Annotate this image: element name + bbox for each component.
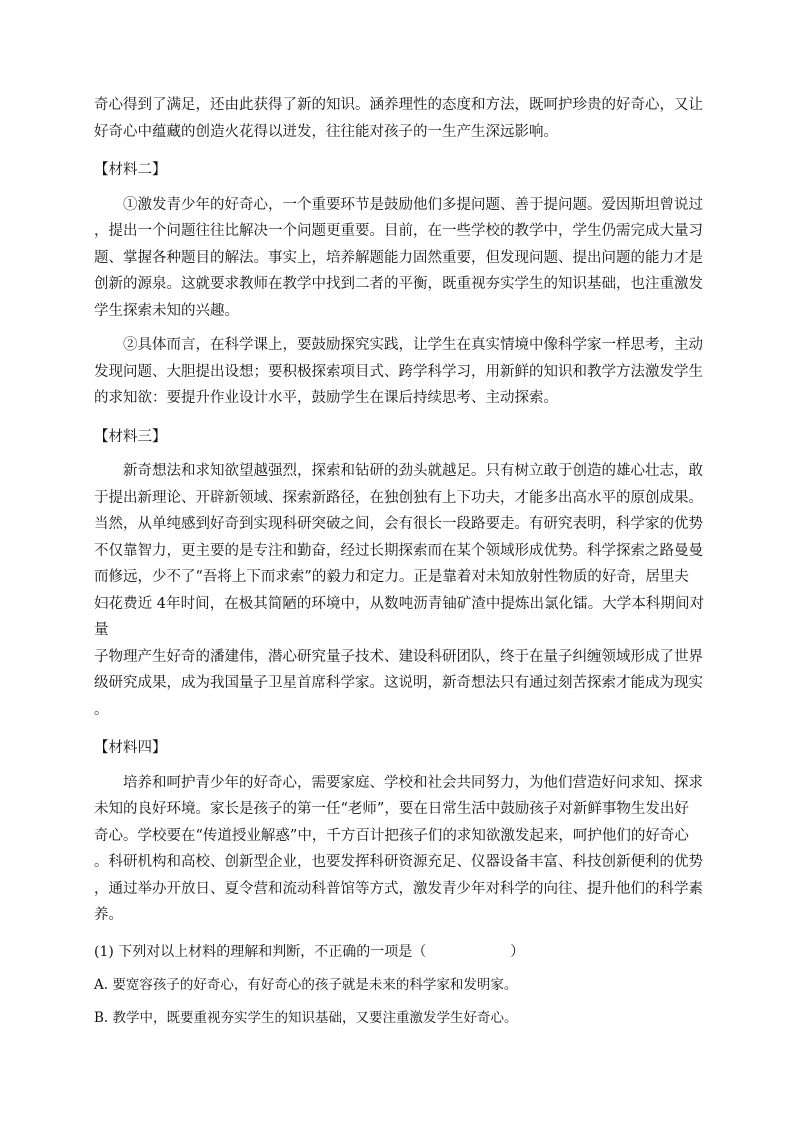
- text-line: ①激发青少年的好奇心，一个重要环节是鼓励他们多提问题、善于提问题。爱因斯坦曾说过: [123, 196, 703, 213]
- material-2-paragraph-2: [94, 332, 704, 412]
- option-b: B. 教学中，既要重视夯实学生的知识基础，又要注重激发学生好奇心。: [94, 1009, 518, 1026]
- question-stem: (1) 下列对以上材料的理解和判断，不正确的一项是（ ）: [94, 943, 525, 960]
- text-line: 妇花费近 4年时间，在极其简陋的环境中，从数吨沥青铀矿渣中提炼出氯化镭。大学本科期间对量: [94, 595, 704, 638]
- text-line: ，通过举办开放日、夏令营和流动科普馆等方式，激发青少年对科学的向往、提升他们的科学素: [94, 880, 703, 897]
- text-line: 于提出新理论、开辟新领域、探索新路径，在独创独有上下功夫，才能多出高水平的原创成果。: [94, 489, 703, 506]
- text-line: 级研究成果，成为我国量子卫星首席科学家。这说明，新奇想法只有通过刻苦探索才能成为现实: [94, 675, 703, 691]
- document-body: [94, 92, 704, 1029]
- text-line: 未知的良好环境。家长是孩子的第一任“老师”，要在日常生活中鼓励孩子对新鲜事物生发出好: [94, 801, 689, 817]
- text-line: 当然，从单纯感到好奇到实现科研突破之间，会有很长一段路要走。有研究表明，科学家的优势: [94, 516, 703, 532]
- material-2-heading: 【材料二】: [94, 162, 167, 178]
- material-4-paragraph: [94, 770, 704, 929]
- text-line: 子物理产生好奇的潘建伟，潜心研究量子技术、建设科研团队，终于在量子纠缠领域形成了世界: [94, 648, 703, 665]
- text-line: 而修远，少不了“吾将上下而求索”的毅力和定力。正是靠着对未知放射性物质的好奇，居里夫: [94, 569, 689, 585]
- text-line: 的求知欲：要提升作业设计水平，鼓励学生在课后持续思考、主动探索。: [94, 390, 558, 406]
- material-3-heading: 【材料三】: [94, 428, 167, 445]
- text-line: 好奇心中蕴藏的创造火花得以迸发，往往能对孩子的一生产生深远影响。: [94, 123, 558, 140]
- material-3-paragraph: [94, 458, 704, 723]
- intro-paragraph: [94, 92, 704, 145]
- text-line: 新奇想法和求知欲望越强烈，探索和钻研的劲头就越足。只有树立敢于创造的雄心壮志，敢: [123, 463, 703, 479]
- option-a: A. 要宽容孩子的好奇心，有好奇心的孩子就是未来的科学家和发明家。: [94, 976, 518, 993]
- text-line: 创新的源泉。这就要求教师在教学中找到二者的平衡，既重视夯实学生的知识基础，也注重激发: [94, 276, 703, 292]
- text-line: 不仅靠智力，更主要的是专注和勤奋，经过长期探索而在某个领域形成优势。科学探索之路曼曼: [94, 542, 703, 559]
- text-line: 培养和呵护青少年的好奇心，需要家庭、学校和社会共同努力，为他们营造好问求知、探求: [123, 774, 703, 791]
- text-line: 奇心。学校要在“传道授业解惑”中，千方百计把孩子们的求知欲激发起来，呵护他们的好奇心: [94, 827, 689, 844]
- text-line: 发现问题、大胆提出设想；要积极探索项目式、跨学科学习，用新鲜的知识和教学方法激发学生: [94, 363, 703, 380]
- text-line: 奇心得到了满足，还由此获得了新的知识。涵养理性的态度和方法，既呵护珍贵的好奇心，又让: [94, 97, 703, 113]
- text-line: ，提出一个问题往往比解决一个问题更重要。目前，在一些学校的教学中，学生仍需完成大量习: [94, 223, 703, 239]
- text-line: 。: [94, 701, 109, 718]
- text-line: 养。: [94, 907, 123, 923]
- text-line: 。科研机构和高校、创新型企业，也要发挥科研资源充足、仪器设备丰富、科技创新便利的优势: [94, 854, 703, 870]
- material-4-heading: 【材料四】: [94, 740, 167, 756]
- text-line: ②具体而言，在科学课上，要鼓励探究实践，让学生在真实情境中像科学家一样思考，主动: [123, 337, 703, 353]
- text-line: 学生探索未知的兴趣。: [94, 302, 239, 319]
- text-line: 题、掌握各种题目的解法。事实上，培养解题能力固然重要，但发现问题、提出问题的能力才是: [94, 249, 703, 266]
- material-2-paragraph-1: [94, 192, 704, 325]
